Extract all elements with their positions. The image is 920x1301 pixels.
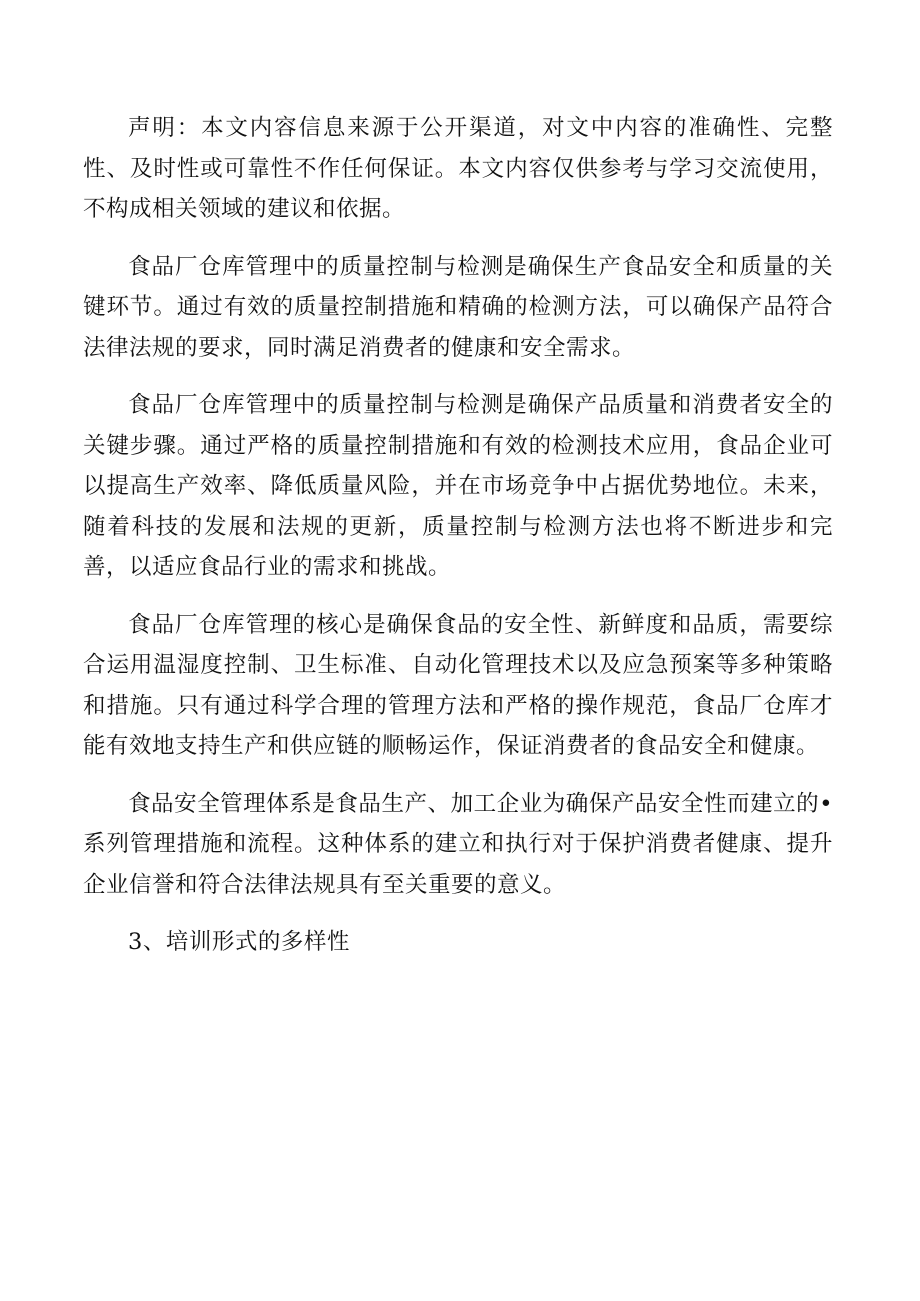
body-paragraph: 食品厂仓库管理中的质量控制与检测是确保产品质量和消费者安全的关键步骤。通过严格的质量控制措施和有效的检测技术应用，食品企业可以提高生产效率、降低质量风险，并在市场竞争中占据优势地位。未来，随着科技的发展和法规的更新，质量控制与检测方法也将不断进步和完善，以适应食品行业的需求和挑战。 (83, 392, 833, 580)
body-paragraph: 食品厂仓库管理中的质量控制与检测是确保生产食品安全和质量的关键环节。通过有效的质量控制措施和精确的检测方法，可以确保产品符合法律法规的要求，同时满足消费者的健康和安全需求。 (83, 253, 833, 361)
disclaimer-paragraph: 声明：本文内容信息来源于公开渠道，对文中内容的准确性、完整性、及时性或可靠性不作任何保证。本文内容仅供参考与学习交流使用，不构成相关领域的建议和依据。 (83, 115, 833, 222)
body-paragraph: 食品安全管理体系是食品生产、加工企业为确保产品安全性而建立的•系列管理措施和流程。这种体系的建立和执行对于保护消费者健康、提升企业信誉和符合法律法规具有至关重要的意义。 (83, 790, 833, 898)
body-paragraph: 食品厂仓库管理的核心是确保食品的安全性、新鲜度和品质，需要综合运用温湿度控制、卫生标准、自动化管理技术以及应急预案等多种策略和措施。只有通过科学合理的管理方法和严格的操作规范，食品厂仓库才能有效地支持生产和供应链的顺畅运作，保证消费者的食品安全和健康。 (83, 611, 833, 759)
document-body (83, 108, 833, 963)
section-heading: 3、培训形式的多样性 (128, 929, 350, 955)
